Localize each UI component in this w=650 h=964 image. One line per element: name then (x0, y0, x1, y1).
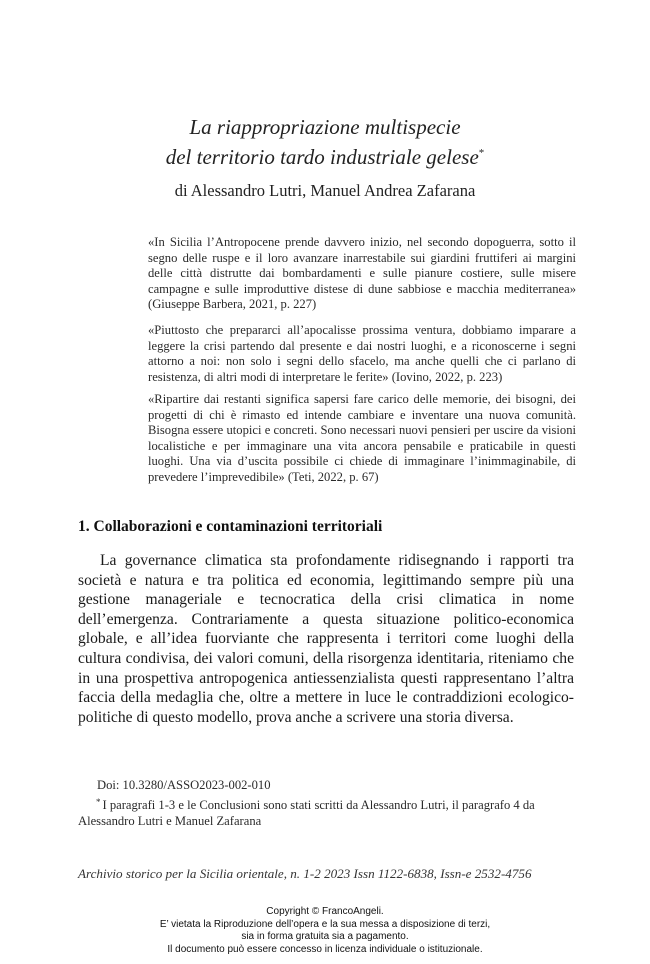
epigraph-teti: «Ripartire dai restanti significa sapersi fare carico delle memorie, dei bisogni, dei progetti di chi è rimasto ed intende cambiare e inventare una nuova comunità. Bisogna essere utopici e concreti. Sono necessari nuovi pensieri per uscire da visioni localistiche e per immaginare una vita ancora pensabile e praticabile in questi luoghi. Una via d’uscita possibile ci chiede di immaginare l’inimmaginabile, di prevedere l’imprevedibile» (Teti, 2022, p. 67) (148, 392, 576, 484)
footnote-text: I paragrafi 1-3 e le Conclusioni sono stati scritti da Alessandro Lutri, il paragrafo 4 da Alessandro Lutri e Manuel Zafarana (78, 798, 535, 828)
footnote (78, 795, 576, 829)
journal-citation: Archivio storico per la Sicilia orientale, n. 1-2 2023 Issn 1122-6838, Issn-e 2532-4756 (78, 866, 532, 881)
copyright-line-3: sia in forma gratuita sia a pagamento. (241, 931, 409, 942)
authors-line: di Alessandro Lutri, Manuel Andrea Zafarana (174, 181, 476, 200)
title-line-2-text: del territorio tardo industriale gelese (165, 145, 479, 169)
footnote-mark: * (96, 797, 101, 807)
epigraph-iovino: «Piuttosto che prepararci all’apocalisse prossima ventura, dobbiamo imparare a leggere la crisi partendo dal presente e dai nostri luoghi, e a riconoscerne i segni attorno a noi: non solo i segni dello sfacelo, ma anche quelli che ci parlano di resistenza, di altri modi di interpretare le ferite» (Iovino, 2022, p. 223) (148, 323, 576, 384)
copyright-notice (0, 906, 650, 956)
article-title-line-1 (0, 114, 650, 140)
body-paragraph-text: La governance climatica sta profondamente ridisegnando i rapporti tra società e natura e tra politica ed economia, legittimando sempre più una gestione manageriale e tecnocratica della crisi climatica in nome dell’emergenza. Contrariamente a questa situazione politico-economica globale, e all’idea fuorviante che rappresenta i territori come luoghi della cultura condivisa, dei valori comuni, della risorgenza identitaria, riteniamo che in una prospettiva antropogenica antiessenzialista questi rappresentano l’altra faccia della medaglia che, oltre a mettere in luce le contraddizioni ecologico-politiche di questo modello, prova anche a scrivere una storia diversa. (78, 552, 574, 726)
doi-line: Doi: 10.3280/ASSO2023-002-010 (97, 778, 271, 792)
title-footnote-mark: * (478, 147, 485, 159)
epigraph-barbera: «In Sicilia l’Antropocene prende davvero inizio, nel secondo dopoguerra, sotto il segno delle ruspe e il loro avanzare inarrestabile sui giardini fruttiferi ai margini delle città distrutte dai bombardamenti e sulle pianure costiere, sulle misere campagne e sulle improduttive distese di dune sabbiose e macchia mediterranea» (Giuseppe Barbera, 2021, p. 227) (148, 235, 576, 312)
article-title-line-2 (0, 140, 650, 170)
body-paragraph (78, 551, 574, 727)
section-heading: 1. Collaborazioni e contaminazioni territoriali (78, 518, 383, 535)
copyright-line-2: E’ vietata la Riproduzione dell’opera e la sua messa a disposizione di terzi, (159, 918, 491, 930)
title-line-1-text: La riappropriazione multispecie (189, 115, 461, 139)
copyright-line-4: Il documento può essere concesso in licenza individuale o istituzionale. (167, 943, 483, 955)
copyright-line-1: Copyright © FrancoAngeli. (266, 906, 384, 917)
